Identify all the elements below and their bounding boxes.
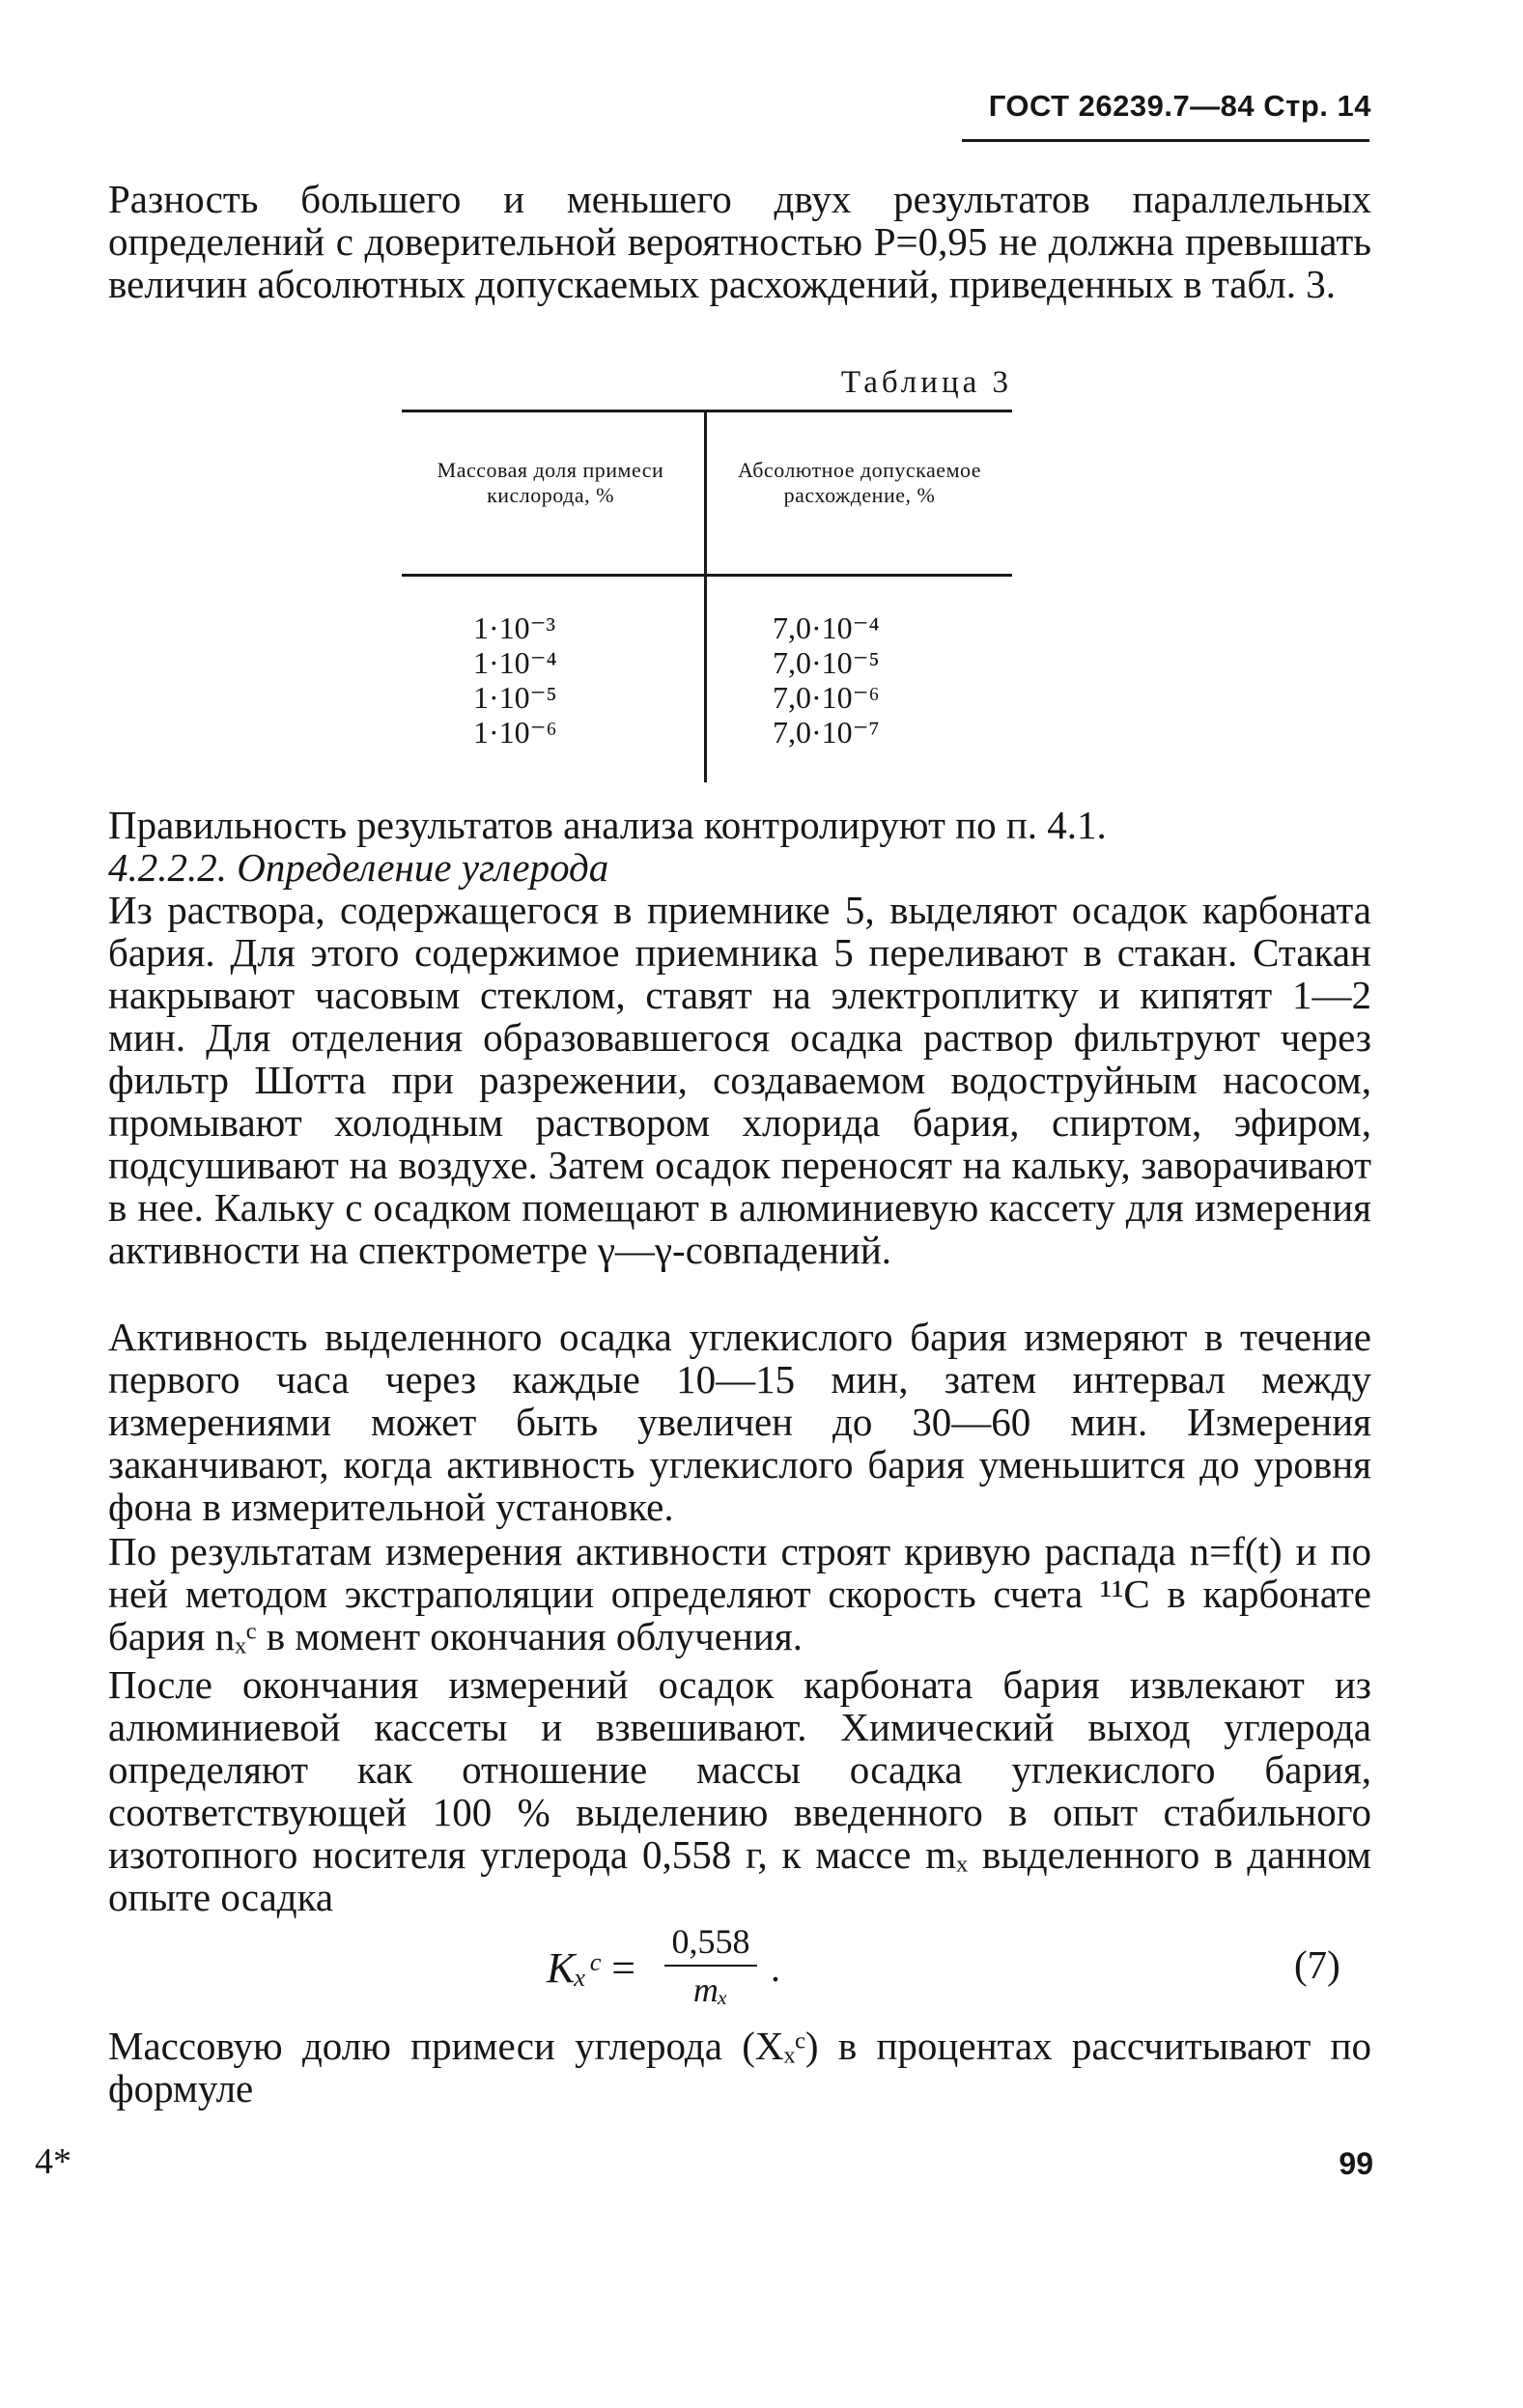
- table-cell: 7,0·10⁻⁷: [773, 715, 880, 750]
- equation-fraction: [664, 1922, 757, 2009]
- equation-trailing: .: [771, 1946, 780, 1990]
- table-cell: 7,0·10⁻⁴: [773, 610, 880, 645]
- table-header-rule: [402, 574, 1012, 577]
- equation-lhs: Kₓᶜ =: [547, 1944, 638, 1992]
- equation-number: (7): [1294, 1942, 1340, 1987]
- paragraph-activity: Активность выделенного осадка углекислого бария измеряют в течение первого часа через каждые 10—15 мин, затем интервал между измерениями может быть увеличен до 30—60 мин. Измерения заканчивают, когда активность углекислого бария уменьшится до уровня фона в измерительной установке.: [108, 1315, 1371, 1529]
- table-column-divider: [704, 411, 707, 782]
- page-number: 99: [1339, 2146, 1373, 2181]
- paragraph-chemical-yield: После окончания измерений осадок карбоната бария извлекают из алюминиевой кассеты и взвешивают. Химический выход углерода определяют как отношение массы осадка углекислого бария, соответствующей 100 % выделению введенного в опыт стабильного изотопного носителя углерода 0,558 г, к массе mₓ выделенного в данном опыте осадка: [108, 1662, 1371, 1919]
- table-cell: 7,0·10⁻⁶: [773, 680, 880, 715]
- equation-numerator: 0,558: [671, 1922, 750, 1961]
- table-cell: 1·10⁻⁴: [473, 645, 557, 680]
- fraction-bar: [664, 1965, 757, 1967]
- equation-denominator: mₓ: [692, 1970, 729, 2009]
- table-top-rule: [402, 410, 1012, 412]
- table-cell: 1·10⁻⁵: [473, 680, 557, 715]
- footer-signature-mark: 4*: [35, 2141, 71, 2182]
- paragraph-mass-fraction-formula: Массовую долю примеси углерода (Xₓᶜ) в процентах рассчитывают по формуле: [108, 2024, 1371, 2111]
- paragraph-decay-curve: По результатам измерения активности строят кривую распада n=f(t) и по ней методом экстраполяции определяют скорость счета ¹¹C в карбонате бария nₓᶜ в момент окончания облучения.: [108, 1529, 1371, 1658]
- table-cell: 1·10⁻³: [473, 610, 556, 645]
- section-heading-carbon: 4.2.2.2. Определение углерода: [108, 845, 609, 890]
- paragraph-discrepancy: Разность большего и меньшего двух результатов параллельных определений с доверительной вероятностью P=0,95 не должна превышать величин абсолютных допускаемых расхождений, приведенных в табл. 3.: [108, 177, 1371, 306]
- table-header-abs-discrepancy: Абсолютное допускаемое расхождение, %: [737, 458, 982, 507]
- table-column-abs-discrepancy: [773, 610, 946, 750]
- table-cell: 7,0·10⁻⁵: [773, 645, 880, 680]
- paragraph-precipitate: Из раствора, содержащегося в приемнике 5, выделяют осадок карбоната бария. Для этого содержимое приемника 5 переливают в стакан. Стакан накрывают часовым стеклом, ставят на электроплитку и кипятят 1—2 мин. Для отделения образовавшегося осадка раствор фильтруют через фильтр Шотта при разрежении, создаваемом водоструйным насосом, промывают холодным раствором хлорида бария, спиртом, эфиром, подсушивают на воздухе. Затем осадок переносят на кальку, заворачивают в нее. Кальку с осадком помещают в алюминиевую кассету для измерения активности на спектрометре γ—γ-совпадений.: [108, 888, 1371, 1272]
- header-rule: [962, 139, 1369, 142]
- page-header: ГОСТ 26239.7—84 Стр. 14: [988, 89, 1371, 123]
- table-column-mass-fraction: [473, 610, 628, 750]
- paragraph-correctness: Правильность результатов анализа контролируют по п. 4.1.: [108, 803, 1107, 847]
- table-cell: 1·10⁻⁶: [473, 715, 557, 750]
- table-caption: Таблица 3: [840, 365, 1012, 400]
- table-header-mass-fraction: Массовая доля примеси кислорода, %: [437, 458, 664, 507]
